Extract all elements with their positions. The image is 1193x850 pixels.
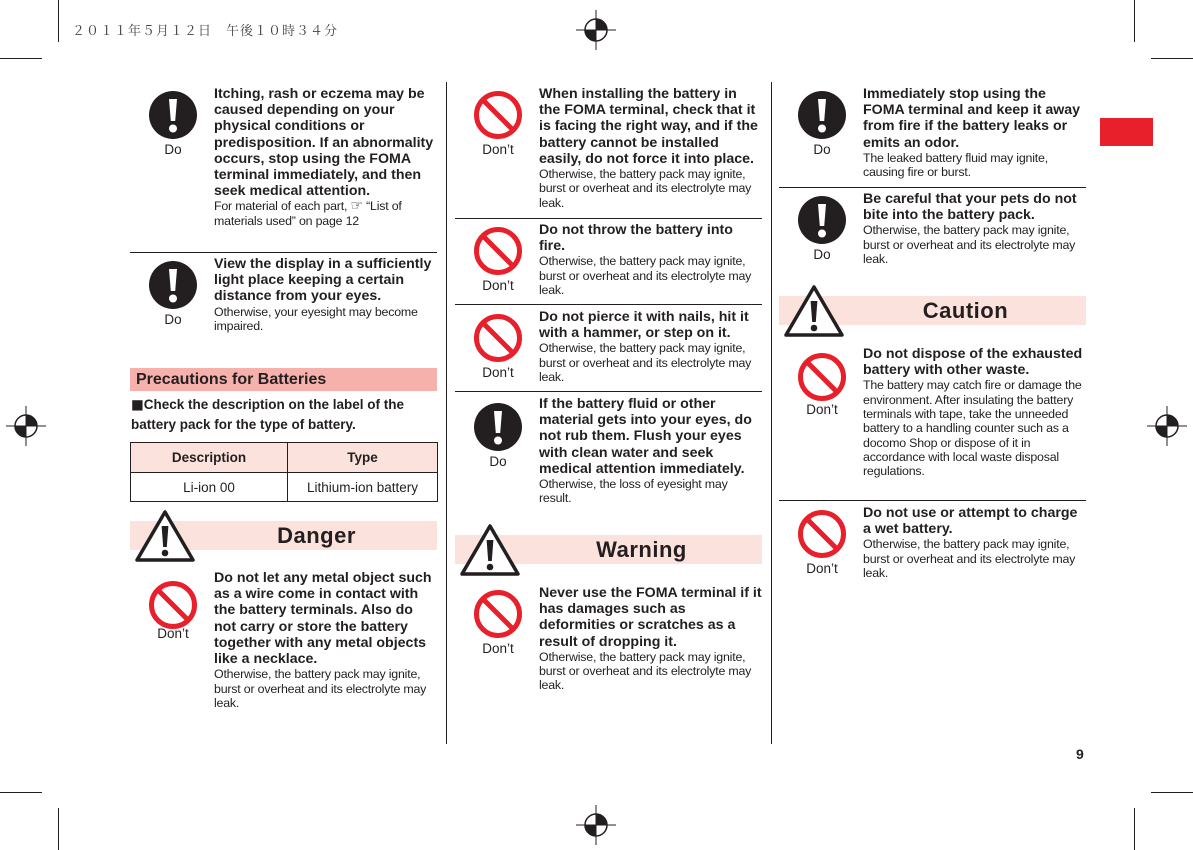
table-cell: Lithium-ion battery [288,473,438,502]
page-number: 9 [1076,746,1084,762]
crop-mark [1134,808,1135,850]
prohibition-icon [473,226,523,276]
note [131,395,437,434]
do-label: Do [813,247,831,262]
column-divider [446,82,447,744]
precaution-item [455,585,762,695]
precaution-item [455,222,762,302]
item-separator [779,187,1086,188]
do-label: Do [813,142,831,157]
do-icon [797,90,847,140]
item-body: Otherwise, the battery pack may ignite, burst or overheat and its electrolyte may leak. [863,223,1076,266]
registration-mark [1147,406,1187,446]
item-heading: Do not dispose of the exhausted battery with other waste. [863,346,1083,379]
item-separator [779,500,1086,501]
dont-label: Don’t [482,365,514,380]
item-heading: View the display in a sufficiently light place keeping a certain distance from your eyes. [214,256,432,305]
item-body: Otherwise, the battery pack may ignite, burst or overheat and its electrolyte may leak. [539,649,752,693]
precaution-item [130,86,436,246]
table-cell: Li-ion 00 [131,473,288,502]
dont-label: Don’t [157,626,189,641]
precaution-item [455,396,762,511]
item-body: Otherwise, your eyesight may become impaired. [214,304,418,333]
item-body: Otherwise, the battery pack may ignite, burst or overheat and its electrolyte may leak. [214,667,427,710]
dont-label: Don’t [806,561,838,576]
crop-mark [1151,792,1193,793]
table-header: Type [288,443,438,473]
danger-band [130,521,437,550]
caution-band [779,296,1086,325]
do-icon [797,195,847,245]
do-icon [473,402,523,452]
dont-label: Don’t [482,142,514,157]
item-heading: Do not use or attempt to charge a wet battery. [863,505,1078,538]
precaution-item [779,505,1086,585]
precaution-item [130,570,436,720]
item-body: Otherwise, the loss of eyesight may result. [539,477,728,506]
severity-title: Danger [277,523,356,548]
precaution-item [130,256,436,352]
registration-mark [6,406,46,446]
crop-mark [1151,58,1193,59]
prohibition-icon [473,313,523,363]
item-separator [455,391,762,392]
do-icon [148,90,198,140]
warning-triangle-icon [783,284,845,338]
registration-mark [576,10,616,50]
item-heading: Itching, rash or eczema may be caused depending on your physical conditions or predisposition. If an abnormality occurs, stop using the FOMA terminal immediately, and then seek medical attention. [214,86,434,200]
do-icon [148,260,198,310]
prohibition-icon [797,509,847,559]
warning-triangle-icon [134,509,196,563]
precaution-item [779,346,1086,496]
prohibition-icon [148,580,198,630]
precaution-item [455,86,762,212]
crop-mark [58,808,59,850]
item-heading: Do not pierce it with nails, hit it with a hammer, or step on it. [539,309,749,342]
crop-mark [58,0,59,42]
prohibition-icon [473,90,523,140]
item-heading: Do not let any metal object such as a wire come in contact with the battery terminals. Also do not carry or store the battery together with any metal objects like a necklace. [214,570,432,668]
registration-mark [576,805,616,845]
item-separator [455,218,762,219]
note-text: Check the description on the label of the battery pack for the type of battery. [131,397,405,432]
dont-label: Don’t [482,641,514,656]
dont-label: Don’t [806,402,838,417]
do-label: Do [164,312,182,327]
section-title-bar [130,368,437,391]
item-separator [455,304,762,305]
reference-icon: ☞ [350,198,363,215]
item-body: Otherwise, the battery pack may ignite, burst or overheat and its electrolyte may leak. [863,537,1076,580]
item-body: Otherwise, the battery pack may ignite, burst or overheat and its electrolyte may leak. [539,341,752,384]
crop-mark [0,792,42,793]
crop-mark [1134,0,1135,42]
prohibition-icon [473,589,523,639]
battery-type-table [130,442,438,502]
item-heading: Be careful that your pets do not bite into the battery pack. [863,191,1077,224]
table-header: Description [131,443,288,473]
item-heading: Immediately stop using the FOMA terminal and keep it away from fire if the battery leaks or emits an odor. [863,86,1081,151]
item-body: The battery may catch fire or damage the environment. After insulating the battery terminals with tape, take the unneeded battery to a handling counter such as a docomo Shop or dispose of it in accordance with local waste disposal regulations. [863,378,1082,479]
severity-title: Warning [596,537,687,562]
column-divider [771,82,772,744]
crop-mark [0,58,42,59]
section-title: Precautions for Batteries [136,371,327,388]
chapter-tab [1100,118,1153,146]
do-label: Do [164,142,182,157]
precaution-item [779,191,1086,271]
severity-title: Caution [922,298,1009,323]
do-label: Do [489,454,507,469]
item-heading: When installing the battery in the FOMA terminal, check that it is facing the right way, and if the battery cannot be installed easily, do not force it into place. [539,86,758,167]
warning-triangle-icon [459,523,521,577]
item-heading: Never use the FOMA terminal if it has damages such as deformities or scratches as a result of dropping it. [539,585,762,650]
table-header-row [131,443,438,473]
item-body: Otherwise, the battery pack may ignite, burst or overheat and its electrolyte may leak. [539,254,752,297]
print-timestamp: ２０１１年５月１２日 午後１０時３４分 [72,24,339,39]
item-body: For material of each part, ☞ “List of materials used” on page 12 [214,198,402,228]
item-heading: Do not throw the battery into fire. [539,222,733,255]
item-body: The leaked battery fluid may ignite, causing fire or burst. [863,150,1048,180]
item-separator [130,252,437,253]
dont-label: Don’t [482,278,514,293]
precaution-item [455,309,762,389]
item-heading: If the battery fluid or other material gets into your eyes, do not rub them. Flush your eyes with clean water and seek medical attention immediately. [539,396,752,477]
table-row [131,473,438,502]
bullet-square-icon: ■ [131,397,144,413]
warning-band [455,535,762,564]
precaution-item [779,86,1086,182]
prohibition-icon [797,352,847,402]
item-body: Otherwise, the battery pack may ignite, burst or overheat and its electrolyte may leak. [539,167,752,210]
